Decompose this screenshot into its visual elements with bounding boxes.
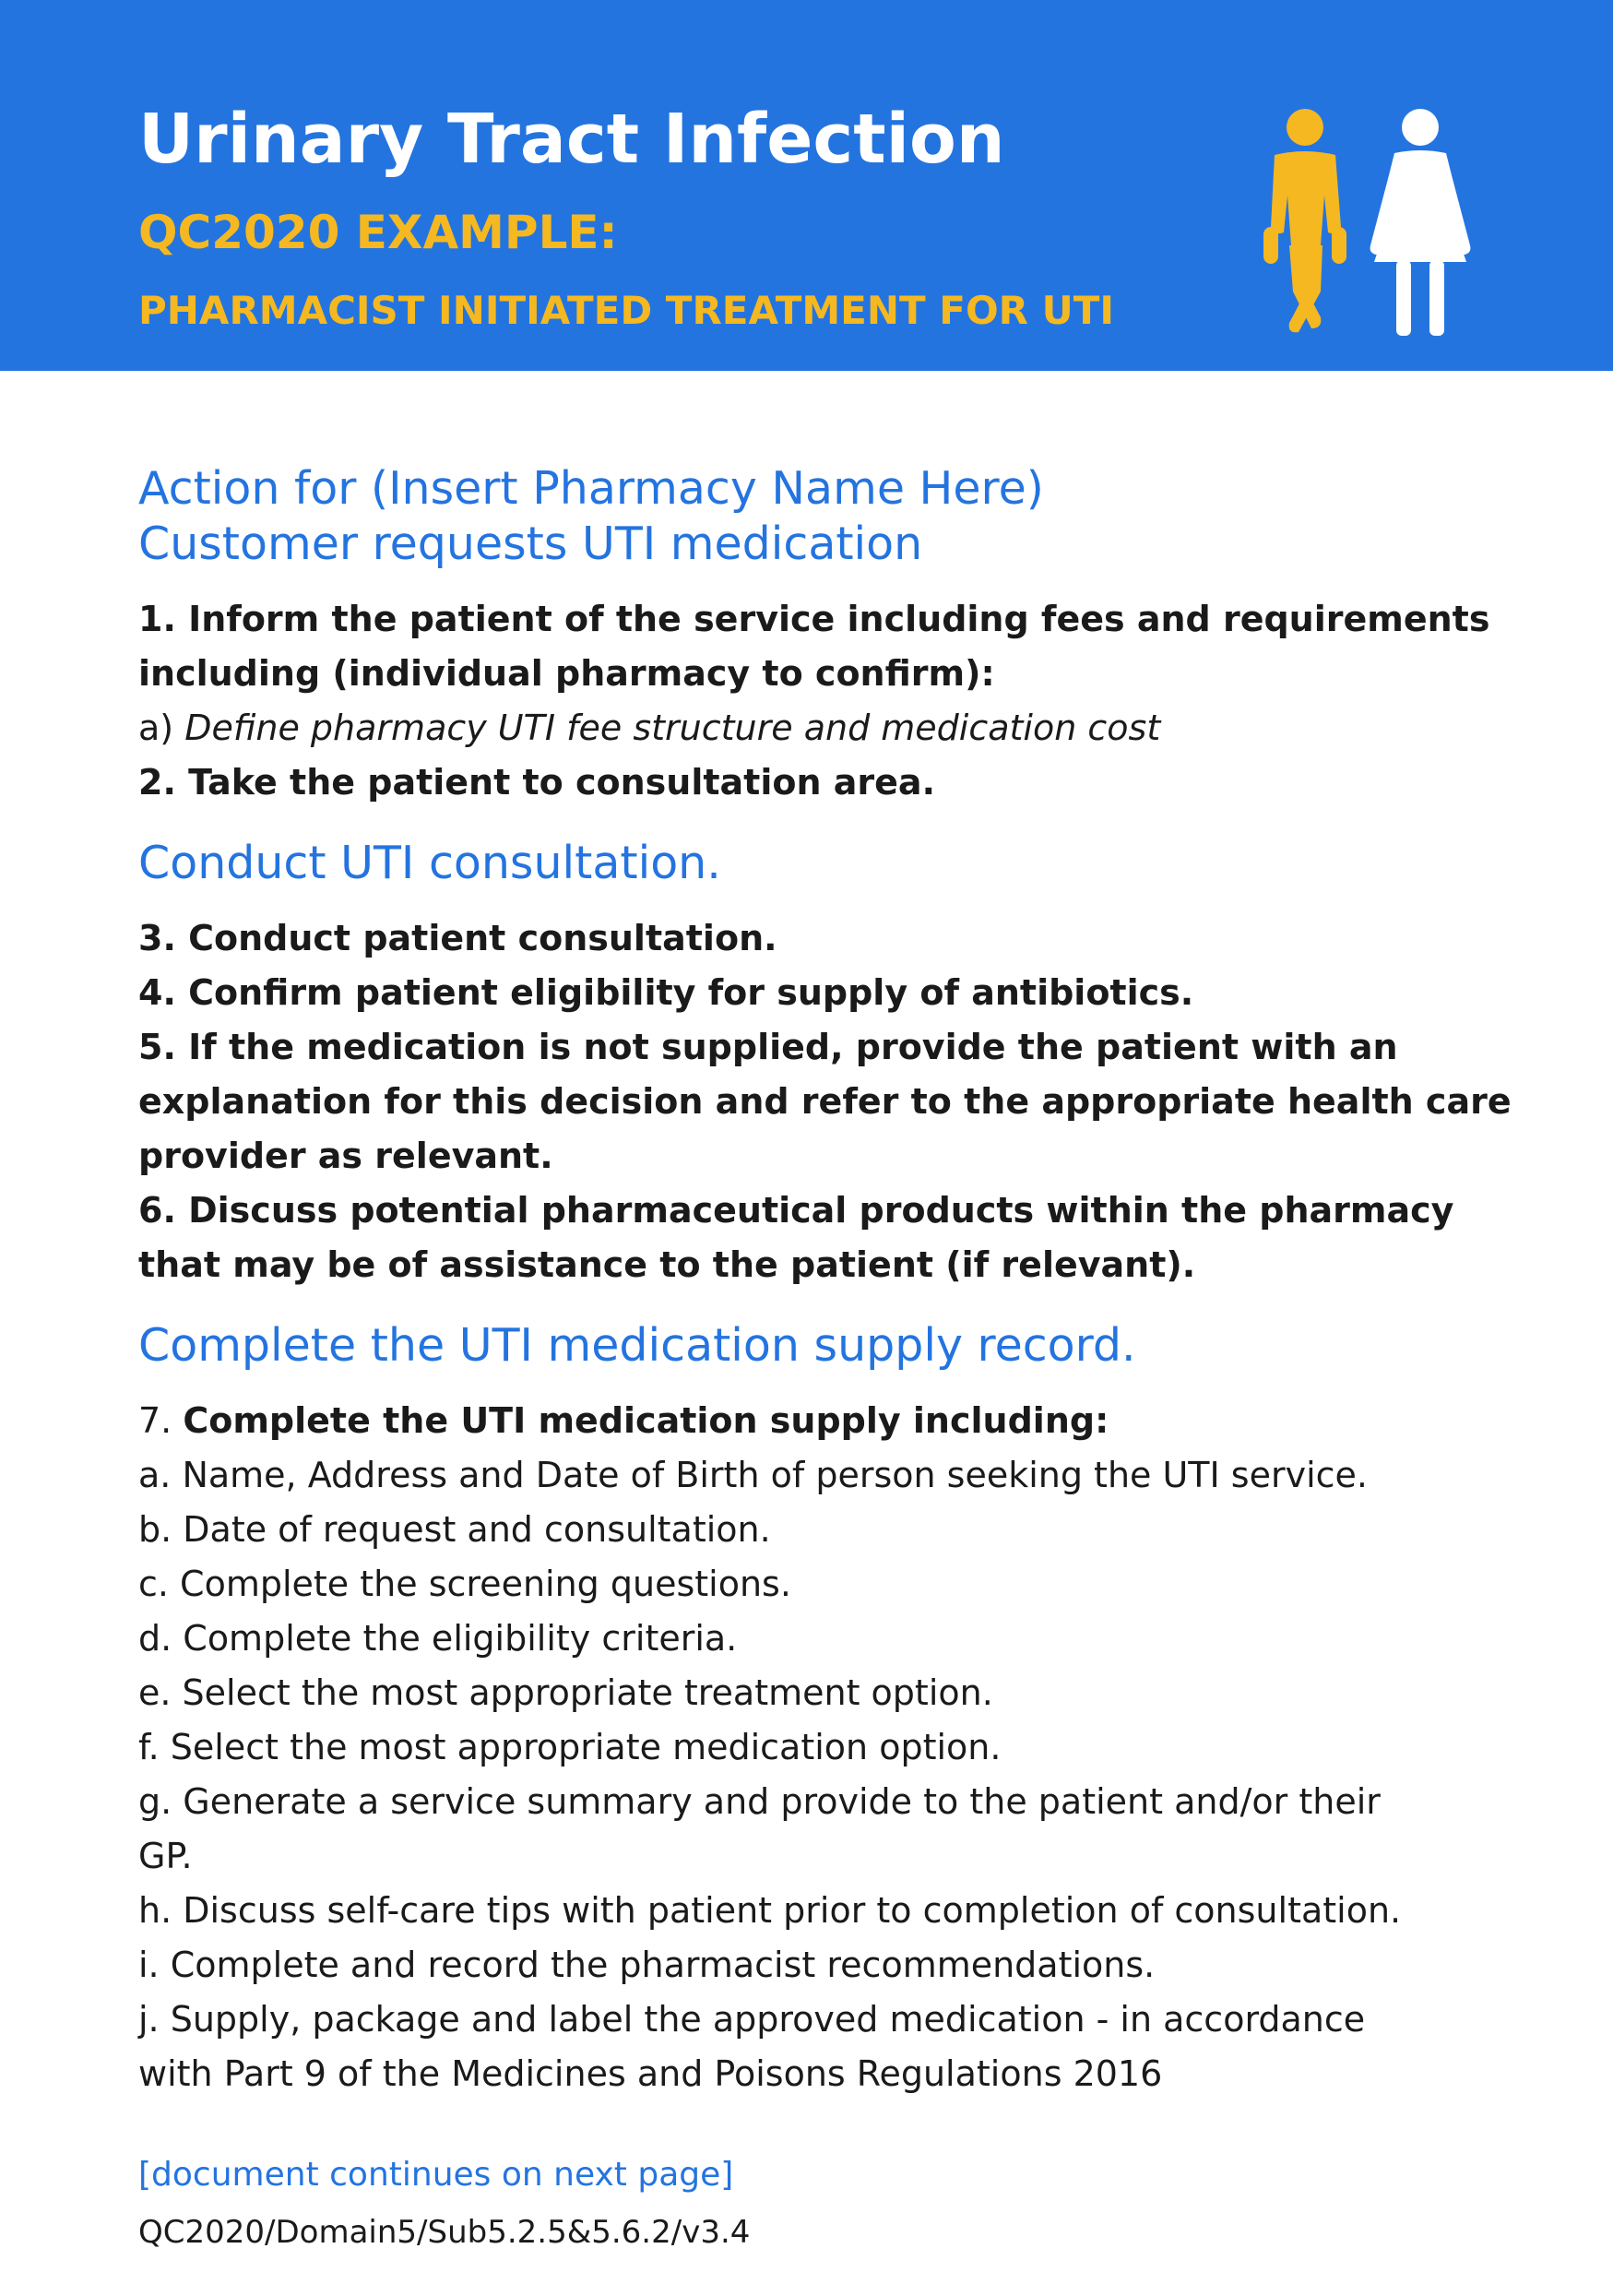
list-item: a. Name, Address and Date of Birth of person seeking the UTI service.	[138, 1455, 1369, 1495]
list-item: j. Supply, package and label the approved medication - in accordance	[138, 1999, 1366, 2040]
subtitle-treatment: PHARMACIST INITIATED TREATMENT FOR UTI	[138, 288, 1115, 333]
step-6-line-1: 6. Discuss potential pharmaceutical products within the pharmacy	[138, 1190, 1454, 1231]
section-heading-conduct: Conduct UTI consultation.	[138, 837, 721, 889]
step-5-line-3: provider as relevant.	[138, 1136, 553, 1176]
list-item: GP.	[138, 1836, 193, 1876]
list-item: c. Complete the screening questions.	[138, 1564, 791, 1604]
step-5-line-2: explanation for this decision and refer to the appropriate health care	[138, 1081, 1512, 1122]
step-7-text: Complete the UTI medication supply including:	[183, 1400, 1109, 1441]
section-heading-customer-requests: Customer requests UTI medication	[138, 517, 923, 570]
yellow-person-icon	[1263, 109, 1346, 332]
step-1-item-a	[138, 701, 1485, 755]
step-1-item-a-text: Define pharmacy UTI fee structure and medication cost	[184, 708, 1161, 748]
page-title: Urinary Tract Infection	[138, 100, 1005, 179]
step-1-line-2: including (individual pharmacy to confirm):	[138, 653, 995, 694]
main-content	[138, 461, 1512, 2256]
section-heading-action: Action for (Insert Pharmacy Name Here)	[138, 462, 1044, 515]
step-7-number: 7.	[138, 1400, 184, 1441]
section-heading-complete-record: Complete the UTI medication supply record.	[138, 1319, 1136, 1372]
step-5-line-1: 5. If the medication is not supplied, provide the patient with an	[138, 1027, 1398, 1067]
step-1-line-1: 1. Inform the patient of the service including fees and requirements	[138, 599, 1490, 639]
list-item: with Part 9 of the Medicines and Poisons Regulations 2016	[138, 2053, 1163, 2094]
step-2: 2. Take the patient to consultation area.	[138, 762, 935, 803]
step-4: 4. Confirm patient eligibility for supply of antibiotics.	[138, 972, 1194, 1013]
list-item: e. Select the most appropriate treatment option.	[138, 1672, 993, 1713]
list-item: b. Date of request and consultation.	[138, 1509, 771, 1550]
subtitle-example: QC2020 EXAMPLE:	[138, 206, 618, 259]
continues-note: [document continues on next page]	[138, 2156, 734, 2194]
step-1-item-a-prefix: a)	[138, 708, 185, 748]
list-item: h. Discuss self-care tips with patient prior to completion of consultation.	[138, 1890, 1402, 1931]
list-item: g. Generate a service summary and provide to the patient and/or their	[138, 1781, 1381, 1822]
step-6-line-2: that may be of assistance to the patient (if relevant).	[138, 1244, 1196, 1285]
list-item: i. Complete and record the pharmacist recommendations.	[138, 1945, 1156, 1985]
list-item: d. Complete the eligibility criteria.	[138, 1618, 738, 1659]
step-7	[138, 1394, 1485, 1448]
list-item: f. Select the most appropriate medication option.	[138, 1727, 1002, 1767]
document-reference: QC2020/Domain5/Sub5.2.5&5.6.2/v3.4	[138, 2214, 751, 2251]
header-banner	[0, 0, 1613, 371]
white-person-icon	[1370, 109, 1471, 336]
uti-person-icons	[1254, 107, 1476, 338]
step-3: 3. Conduct patient consultation.	[138, 918, 777, 958]
